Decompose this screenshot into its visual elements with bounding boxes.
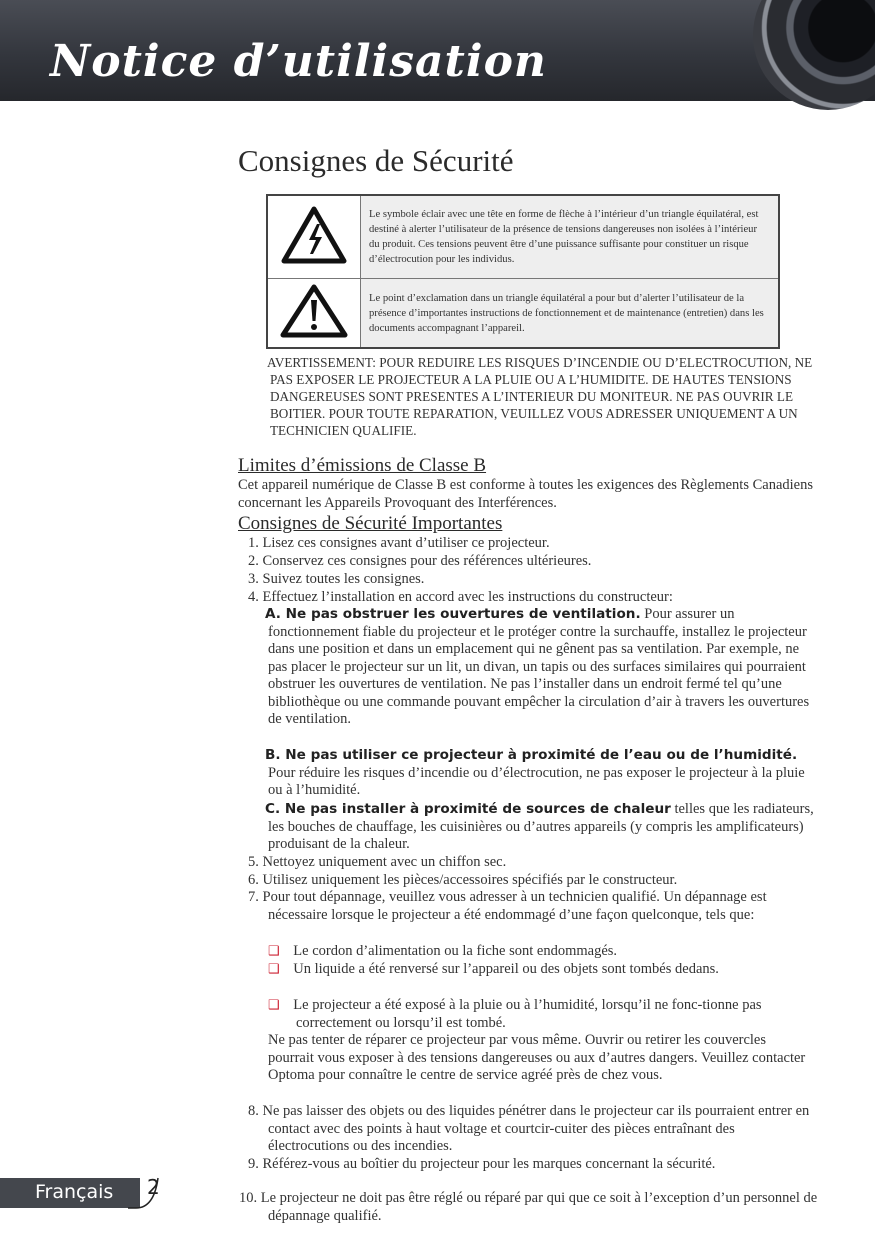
page-title: Consignes de Sécurité <box>238 143 514 178</box>
warning-notice: AVERTISSEMENT: POUR REDUIRE LES RISQUES D’INCENDIE OU D’ELECTROCUTION, NE PAS EXPOSER LE PROJECTEUR A LA PLUIE OU A L’HUMIDITE. DE HAUTES TENSIONS DANGEREUSES SONT PRESENTES A L’INTERIEUR DU MONITEUR. NE PAS OUVRIR LE BOITIER. POUR TOUTE REPARATION, VEUILLEZ VOUS ADRESSER UNIQUEMENT A UN TECHNICIEN QUALIFIE. <box>267 355 813 438</box>
sub-item-b-text: Pour réduire les risques d’incendie ou d’électrocution, ne pas exposer le projecteur à la pluie ou à l’humidité. <box>268 764 805 798</box>
list-item: 3. Suivez toutes les consignes. <box>248 571 425 587</box>
sub-item-c <box>265 801 820 854</box>
bullet-item <box>268 942 808 961</box>
symbol-row <box>267 195 779 279</box>
sub-item-b-heading: B. Ne pas utiliser ce projecteur à proximité de l’eau ou de l’humidité. <box>265 747 798 763</box>
important-heading: Consignes de Sécurité Importantes <box>238 513 503 534</box>
class-b-heading: Limites d’émissions de Classe B <box>238 455 487 476</box>
symbol-description: Le point d’exclamation dans un triangle équilatéral a pour but d’alerter l’utilisateur de la présence d’importantes instructions de fonctionnement et de maintenance (entretien) dans les documents accompagnant l’appareil. <box>361 279 780 349</box>
page-number: 2 <box>147 1175 160 1199</box>
header-banner <box>0 0 875 101</box>
exclamation-warning-icon <box>267 279 361 349</box>
list-item: 10. Le projecteur ne doit pas être réglé ou réparé par qui que ce soit à l’exception d’un personnel de dépannage qualifié. <box>239 1190 818 1224</box>
footer-language: Français <box>35 1181 114 1203</box>
header-title: Notice d’utilisation <box>50 36 547 87</box>
list-item: 2. Conservez ces consignes pour des références ultérieures. <box>248 553 592 569</box>
sub-item-c-heading: C. Ne pas installer à proximité de sources de chaleur <box>265 801 671 817</box>
bullet-text: Un liquide a été renversé sur l’appareil ou des objets sont tombés dedans. <box>293 961 719 977</box>
lightning-warning-icon <box>267 195 361 279</box>
symbol-row <box>267 279 779 349</box>
bullet-text: Le cordon d’alimentation ou la fiche sont endommagés. <box>293 943 618 959</box>
class-b-text: Cet appareil numérique de Classe B est conforme à toutes les exigences des Règlements Canadiens concernant les Appareils Provoquant des Interférences. <box>238 477 813 511</box>
list-item: 8. Ne pas laisser des objets ou des liquides pénétrer dans le projecteur car ils pourraient entrer en contact avec des points à haut voltage et courtcir-cuiter des pièces entraînant des électrocutions ou des incendies. <box>248 1103 810 1154</box>
list-item: 5. Nettoyez uniquement avec un chiffon sec. <box>248 854 507 870</box>
list-item: 9. Référez-vous au boîtier du projecteur pour les marques concernant la sécurité. <box>248 1156 716 1172</box>
checkbox-bullet-icon: ❑ <box>268 943 280 958</box>
sub-item-a-text: Pour assurer un fonctionnement fiable du projecteur et le protéger contre la surchauffe, installez le projecteur dans une position et dans un emplacement qui ne gênent pas sa ventilation. Par exemple, ne pas placer le projecteur sur un lit, un divan, un tapis ou des surfaces similaires qui pourraient obstruer les ouvertures de ventilation. Ne pas l’installer dans un endroit fermé tel qu’une bibliothèque ou une commande pouvant empêcher la circulation d’air à travers les ouvertures de ventilation. <box>268 606 810 727</box>
list-item: 7. Pour tout dépannage, veuillez vous adresser à un technicien qualifié. Un dépannage est nécessaire lorsque le projecteur a été endommagé d’une façon quelconque, tels que: <box>248 889 767 923</box>
repair-notice: Ne pas tenter de réparer ce projecteur par vous même. Ouvrir ou retirer les couvercles pourrait vous exposer à des tensions dangereuses ou aux d’autres dangers. Veuillez contacter Optoma pour connaître le centre de service agréé près de chez vous. <box>268 1032 806 1083</box>
list-item: 4. Effectuez l’installation en accord avec les instructions du constructeur: <box>248 589 673 605</box>
sub-item-c-text: telles que les radiateurs, les bouches de chauffage, les cuisinières ou d’autres appareils (y compris les amplificateurs) produisant de la chaleur. <box>268 801 814 852</box>
safety-symbols-table <box>266 194 780 349</box>
list-item: 6. Utilisez uniquement les pièces/accessoires spécifiés par le constructeur. <box>248 872 678 888</box>
checkbox-bullet-icon: ❑ <box>268 997 280 1012</box>
checkbox-bullet-icon: ❑ <box>268 961 280 976</box>
projector-lens-graphic <box>753 0 875 110</box>
bullet-item <box>268 960 836 979</box>
bullet-text: Le projecteur a été exposé à la pluie ou à l’humidité, lorsqu’il ne fonc-tionne pas correctement ou lorsqu’il est tombé. <box>293 997 762 1031</box>
sub-item-a <box>265 606 820 729</box>
sub-item-b <box>265 747 820 800</box>
symbol-description: Le symbole éclair avec une tête en forme de flèche à l’intérieur d’un triangle équilatéral, est destiné à alerter l’utilisateur de la présence de tensions dangereuses non isolées à l’intérieur du produit. Ces tensions peuvent être d’une puissance suffisante pour constituer un risque d’électrocution pour les individus. <box>361 195 780 279</box>
bullet-item <box>268 996 836 1032</box>
sub-item-a-heading: A. Ne pas obstruer les ouvertures de ventilation. <box>265 606 641 622</box>
list-item: 1. Lisez ces consignes avant d’utiliser ce projecteur. <box>248 535 550 551</box>
